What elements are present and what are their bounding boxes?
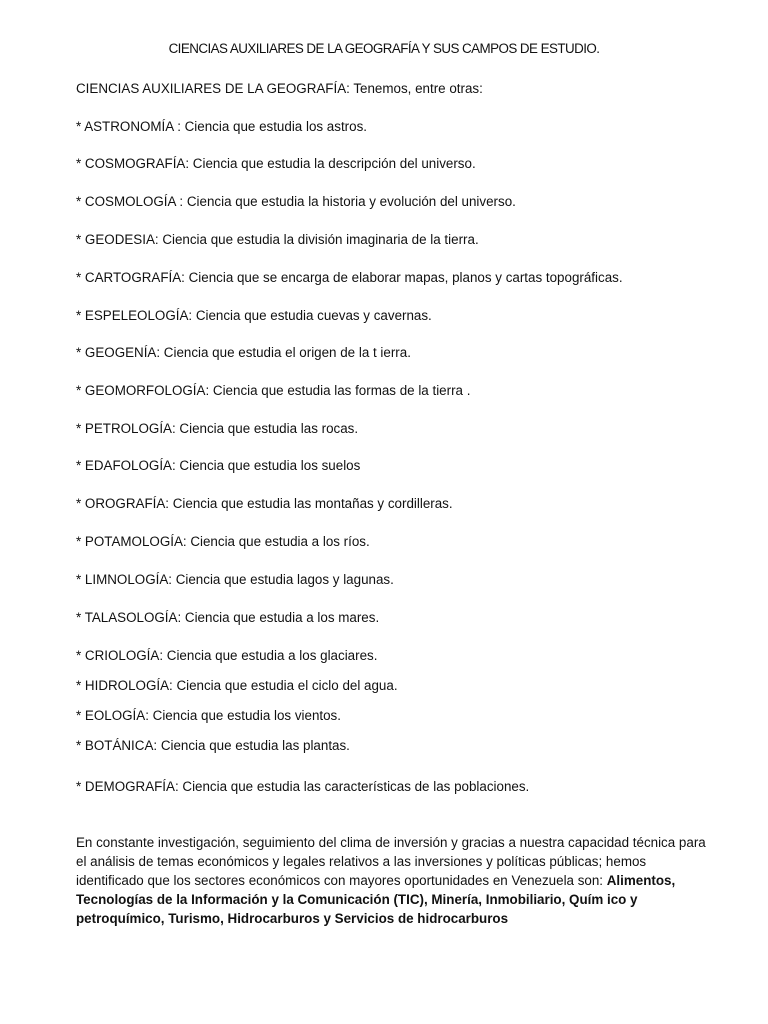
list-item: * DEMOGRAFÍA: Ciencia que estudia las características de las poblaciones. [76, 779, 530, 794]
list-item: * ESPELEOLOGÍA: Ciencia que estudia cuevas y cavernas. [76, 308, 432, 323]
list-item: * HIDROLOGÍA: Ciencia que estudia el ciclo del agua. [76, 678, 398, 693]
list-item: * BOTÁNICA: Ciencia que estudia las plantas. [76, 738, 350, 753]
list-item: * GEOGENÍA: Ciencia que estudia el origen de la t ierra. [76, 345, 411, 360]
list-item: * EDAFOLOGÍA: Ciencia que estudia los suelos [76, 458, 361, 473]
list-item: * CARTOGRAFÍA: Ciencia que se encarga de elaborar mapas, planos y cartas topográficas. [76, 270, 623, 285]
list-item: * GEOMORFOLOGÍA: Ciencia que estudia las formas de la tierra . [76, 383, 471, 398]
list-item: * POTAMOLOGÍA: Ciencia que estudia a los ríos. [76, 534, 370, 549]
list-item: * CRIOLOGÍA: Ciencia que estudia a los glaciares. [76, 648, 378, 663]
list-item: * PETROLOGÍA: Ciencia que estudia las rocas. [76, 421, 359, 436]
list-item: * ASTRONOMÍA : Ciencia que estudia los astros. [76, 119, 367, 134]
list-item: * COSMOGRAFÍA: Ciencia que estudia la descripción del universo. [76, 156, 476, 171]
paragraph-bold-sectors: Alimentos, Tecnologías de la Información y la Comunicación (TIC), Minería, Inmobiliario, Quím ico y petroquímico, Turismo, Hidrocarburos y Servicios de hidrocarburos [76, 873, 676, 926]
list-item: * OROGRAFÍA: Ciencia que estudia las montañas y cordilleras. [76, 496, 453, 511]
list-item: * EOLOGÍA: Ciencia que estudia los vientos. [76, 708, 341, 723]
document-title: CIENCIAS AUXILIARES DE LA GEOGRAFÍA Y SUS CAMPOS DE ESTUDIO. [168, 41, 600, 56]
list-item: * GEODESIA: Ciencia que estudia la división imaginaria de la tierra. [76, 232, 479, 247]
list-item: * LIMNOLOGÍA: Ciencia que estudia lagos y lagunas. [76, 572, 394, 587]
closing-paragraph [76, 833, 716, 928]
intro-text: CIENCIAS AUXILIARES DE LA GEOGRAFÍA: Tenemos, entre otras: [76, 81, 483, 96]
list-item: * COSMOLOGÍA : Ciencia que estudia la historia y evolución del universo. [76, 194, 516, 209]
paragraph-text: En constante investigación, seguimiento del clima de inversión y gracias a nuestra capacidad técnica para el análisis de temas económicos y legales relativos a las inversiones y políticas públicas; hemos identificado que los sectores económicos con mayores oportunidades en Venezuela son: [76, 835, 706, 888]
list-item: * TALASOLOGÍA: Ciencia que estudia a los mares. [76, 610, 380, 625]
